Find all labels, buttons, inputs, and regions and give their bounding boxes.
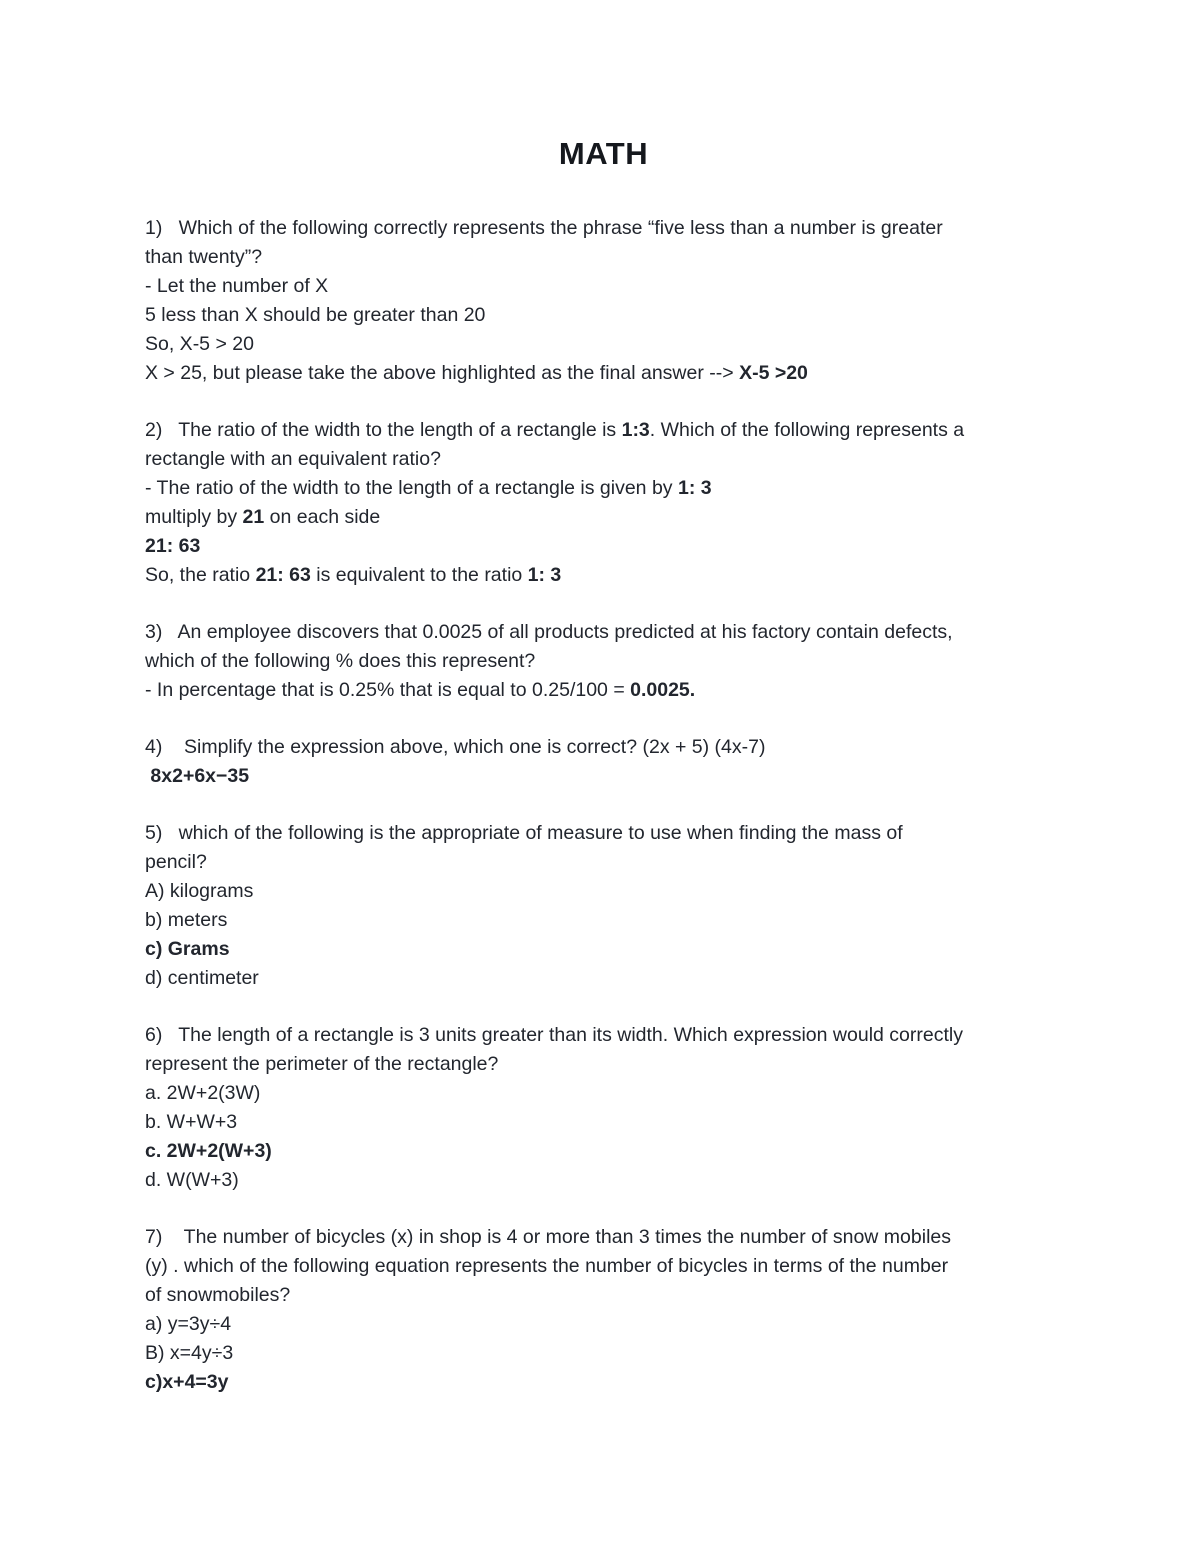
bold-text-segment: 0.0025. bbox=[630, 679, 696, 701]
text-line bbox=[145, 676, 1062, 705]
question-block-7 bbox=[145, 1223, 1062, 1397]
text-line bbox=[145, 906, 1062, 935]
text-line bbox=[145, 647, 1062, 676]
text-segment: 6) The length of a rectangle is 3 units greater than its width. Which expression would correctly bbox=[145, 1024, 963, 1046]
bold-text-segment: c. 2W+2(W+3) bbox=[145, 1140, 272, 1162]
document-body bbox=[145, 214, 1062, 1397]
bold-text-segment: 1: 3 bbox=[677, 477, 712, 499]
text-segment: multiply by bbox=[145, 506, 243, 528]
text-segment: - In percentage that is 0.25% that is equal to 0.25/100 = bbox=[145, 679, 631, 701]
text-line bbox=[145, 561, 1062, 590]
text-segment: . Which of the following represents a bbox=[649, 419, 965, 441]
text-line bbox=[145, 935, 1062, 964]
text-line bbox=[145, 330, 1062, 359]
text-line bbox=[145, 1108, 1062, 1137]
text-segment: d. W(W+3) bbox=[145, 1169, 239, 1191]
text-line bbox=[145, 848, 1062, 877]
text-line bbox=[145, 819, 1062, 848]
text-segment: So, X-5 > 20 bbox=[145, 333, 254, 355]
text-segment: than twenty”? bbox=[145, 246, 263, 268]
document-title: MATH bbox=[558, 136, 649, 171]
text-line bbox=[145, 243, 1062, 272]
text-line bbox=[145, 1050, 1062, 1079]
text-segment: on each side bbox=[264, 506, 381, 528]
text-segment: 5 less than X should be greater than 20 bbox=[145, 304, 486, 326]
question-block-5 bbox=[145, 819, 1062, 993]
text-line bbox=[145, 1368, 1062, 1397]
text-line bbox=[145, 762, 1062, 791]
bold-text-segment: c) Grams bbox=[145, 938, 230, 960]
text-segment: (y) . which of the following equation represents the number of bicycles in terms of the number bbox=[145, 1255, 949, 1277]
text-segment: of snowmobiles? bbox=[145, 1284, 291, 1306]
text-line bbox=[145, 272, 1062, 301]
text-line bbox=[145, 416, 1062, 445]
text-line bbox=[145, 1021, 1062, 1050]
text-segment: which of the following % does this represent? bbox=[145, 650, 536, 672]
text-line bbox=[145, 1252, 1062, 1281]
question-block-4 bbox=[145, 733, 1062, 791]
bold-text-segment: 21: 63 bbox=[145, 535, 201, 557]
bold-text-segment: 1: 3 bbox=[527, 564, 562, 586]
text-line bbox=[145, 301, 1062, 330]
text-segment: A) kilograms bbox=[145, 880, 254, 902]
question-block-3 bbox=[145, 618, 1062, 705]
bold-text-segment: 1:3 bbox=[621, 419, 650, 441]
text-line bbox=[145, 1079, 1062, 1108]
bold-text-segment: 8x2+6x−35 bbox=[145, 765, 250, 787]
text-line bbox=[145, 532, 1062, 561]
text-segment: 5) which of the following is the appropriate of measure to use when finding the mass of bbox=[145, 822, 903, 844]
text-line bbox=[145, 359, 1062, 388]
text-segment: a. 2W+2(3W) bbox=[145, 1082, 261, 1104]
text-segment: b. W+W+3 bbox=[145, 1111, 238, 1133]
text-segment: 2) The ratio of the width to the length of a rectangle is bbox=[145, 419, 622, 441]
question-block-1 bbox=[145, 214, 1062, 388]
text-line bbox=[145, 733, 1062, 762]
text-segment: rectangle with an equivalent ratio? bbox=[145, 448, 441, 470]
text-segment: d) centimeter bbox=[145, 967, 259, 989]
text-segment: - Let the number of X bbox=[145, 275, 329, 297]
text-line bbox=[145, 214, 1062, 243]
text-segment: So, the ratio bbox=[145, 564, 256, 586]
bold-text-segment: 21: 63 bbox=[255, 564, 311, 586]
text-segment: pencil? bbox=[145, 851, 207, 873]
text-segment: B) x=4y÷3 bbox=[145, 1342, 234, 1364]
text-line bbox=[145, 1166, 1062, 1195]
text-segment: is equivalent to the ratio bbox=[310, 564, 528, 586]
text-segment: 4) Simplify the expression above, which one is correct? (2x + 5) (4x-7) bbox=[145, 736, 766, 758]
text-line bbox=[145, 503, 1062, 532]
text-line bbox=[145, 1223, 1062, 1252]
text-segment: X > 25, but please take the above highlighted as the final answer --> bbox=[145, 362, 740, 384]
question-block-6 bbox=[145, 1021, 1062, 1195]
text-line bbox=[145, 964, 1062, 993]
text-line bbox=[145, 445, 1062, 474]
text-segment: b) meters bbox=[145, 909, 228, 931]
text-line bbox=[145, 1281, 1062, 1310]
text-line bbox=[145, 1137, 1062, 1166]
text-segment: 1) Which of the following correctly represents the phrase “five less than a number is greater bbox=[145, 217, 943, 239]
text-line bbox=[145, 1310, 1062, 1339]
text-line bbox=[145, 877, 1062, 906]
text-segment: 3) An employee discovers that 0.0025 of all products predicted at his factory contain defects, bbox=[145, 621, 953, 643]
text-segment: a) y=3y÷4 bbox=[145, 1313, 232, 1335]
text-segment: 7) The number of bicycles (x) in shop is 4 or more than 3 times the number of snow mobiles bbox=[145, 1226, 951, 1248]
text-line bbox=[145, 474, 1062, 503]
bold-text-segment: 21 bbox=[242, 506, 265, 528]
text-segment: - The ratio of the width to the length of a rectangle is given by bbox=[145, 477, 678, 499]
text-line bbox=[145, 1339, 1062, 1368]
text-segment: represent the perimeter of the rectangle? bbox=[145, 1053, 499, 1075]
question-block-2 bbox=[145, 416, 1062, 590]
bold-text-segment: c)x+4=3y bbox=[145, 1371, 229, 1393]
text-line bbox=[145, 618, 1062, 647]
bold-text-segment: X-5 >20 bbox=[739, 362, 808, 384]
